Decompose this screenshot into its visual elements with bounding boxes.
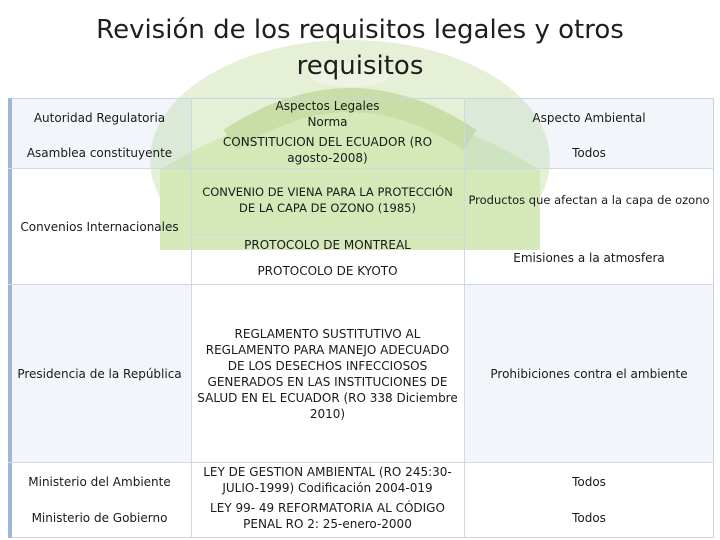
authority-cell: Presidencia de la República [17, 367, 182, 381]
authority-cell: Ministerio de Gobierno [31, 511, 168, 525]
slide-title [60, 12, 660, 84]
norm-cell: PROTOCOLO DE MONTREAL [244, 238, 411, 252]
table-accent-bar [8, 98, 12, 538]
row-divider [8, 284, 714, 285]
column-divider [191, 98, 192, 538]
norm-cell: LEY DE GESTION AMBIENTAL (RO 245:30-JULIO-1999) Codificación 2004-019 [203, 465, 452, 495]
authority-cell: Asamblea constituyente [26, 146, 173, 160]
norm-cell: REGLAMENTO SUSTITUTIVO AL REGLAMENTO PARA MANEJO ADECUADO DE LOS DESECHOS INFECCIOSOS GENERADOS EN LAS INSTITUCIONES DE SALUD EN EL ECUADOR (RO 338 Diciembre 2010) [197, 327, 458, 421]
row-divider [8, 168, 714, 169]
table-border [8, 98, 714, 538]
aspect-cell: Productos que afectan a la capa de ozono [468, 193, 710, 207]
aspect-cell: Prohibiciones contra el ambiente [490, 367, 688, 381]
slide-title-line1: Revisión de los requisitos legales y otros [96, 15, 624, 45]
row-divider [191, 234, 464, 235]
norm-cell: LEY 99- 49 REFORMATORIA AL CÓDIGO PENAL RO 2: 25-enero-2000 [210, 501, 445, 531]
aspect-cell: Emisiones a la atmosfera [513, 251, 665, 265]
aspect-cell: Todos [572, 475, 606, 489]
norm-cell: CONSTITUCION DEL ECUADOR (RO agosto-2008) [222, 135, 433, 165]
norm-cell: PROTOCOLO DE KYOTO [257, 264, 398, 278]
authority-cell: Convenios Internacionales [20, 220, 179, 234]
aspect-cell: Todos [572, 146, 606, 160]
slide-title-line2: requisitos [296, 51, 424, 81]
header-legal-aspects-label: Aspectos Legales [275, 99, 380, 113]
aspect-cell: Todos [572, 511, 606, 525]
row-divider [8, 462, 714, 463]
header-environmental-aspect: Aspecto Ambiental [532, 111, 646, 125]
requirements-table [8, 98, 714, 538]
header-authority: Autoridad Regulatoria [33, 111, 166, 125]
authority-cell: Ministerio del Ambiente [28, 475, 171, 489]
header-norm-label: Norma [307, 115, 348, 129]
norm-cell: CONVENIO DE VIENA PARA LA PROTECCIÓN DE LA CAPA DE OZONO (1985) [202, 185, 453, 215]
column-divider [464, 98, 465, 538]
